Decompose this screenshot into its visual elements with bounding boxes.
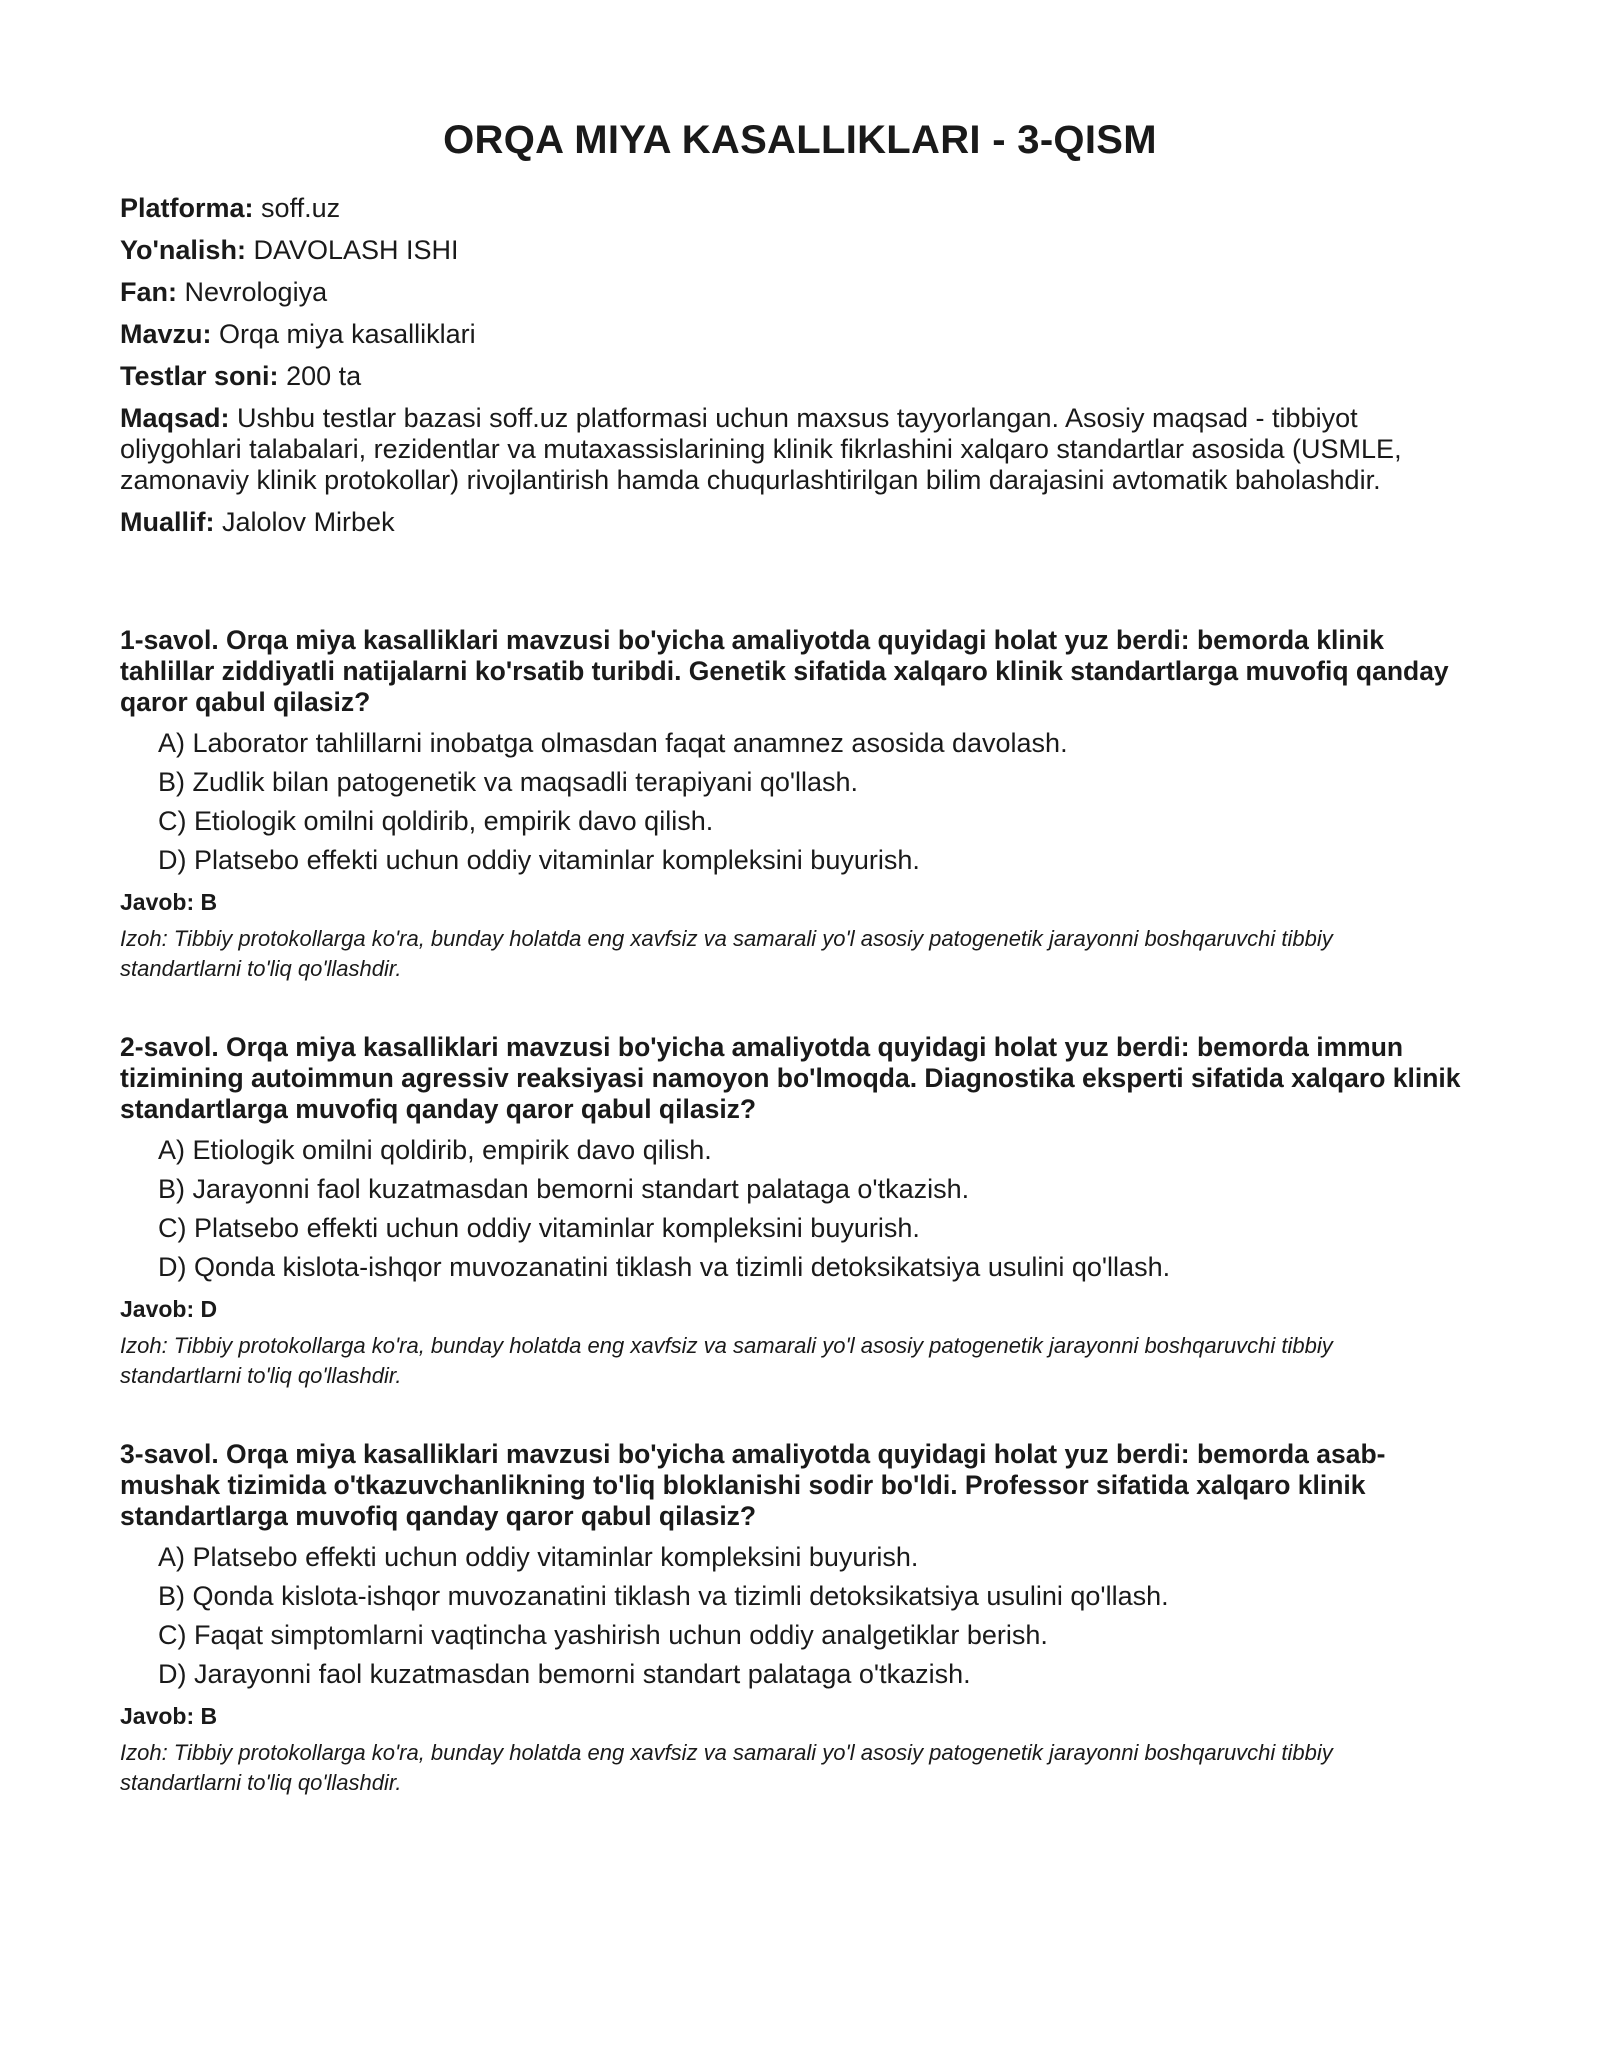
metadata-block [120, 193, 1480, 538]
meta-key: Yo'nalish: [120, 235, 246, 265]
meta-value: DAVOLASH ISHI [253, 235, 459, 265]
option-b: B) Qonda kislota-ishqor muvozanatini tiklash va tizimli detoksikatsiya usulini qo'llash. [158, 1581, 1169, 1611]
options-list [120, 1542, 1480, 1690]
option-c: C) Platsebo effekti uchun oddiy vitaminlar kompleksini buyurish. [158, 1213, 920, 1243]
meta-value: 200 ta [286, 361, 362, 391]
option-d: D) Jarayonni faol kuzatmasdan bemorni standart palataga o'tkazish. [158, 1659, 971, 1689]
question-3 [120, 1439, 1480, 1798]
answer [120, 1702, 1480, 1730]
option-d: D) Qonda kislota-ishqor muvozanatini tiklash va tizimli detoksikatsiya usulini qo'llash. [158, 1252, 1171, 1282]
question-text: 3-savol. Orqa miya kasalliklari mavzusi bo'yicha amaliyotda quyidagi holat yuz berdi: bemorda asab-mushak tizimida o'tkazuvchanlikning to'liq bloklanishi sodir bo'ldi. Professor sifatida xalqaro klinik standartlarga muvofiq qanday qaror qabul qilasiz? [120, 1439, 1386, 1531]
answer-value: D [200, 1296, 218, 1322]
option-a: A) Laborator tahlillarni inobatga olmasdan faqat anamnez asosida davolash. [158, 728, 1068, 758]
option-b: B) Zudlik bilan patogenetik va maqsadli terapiyani qo'llash. [158, 767, 859, 797]
meta-muallif [120, 507, 1480, 538]
explanation: Izoh: Tibbiy protokollarga ko'ra, bunday holatda eng xavfsiz va samarali yo'l asosiy patogenetik jarayonni boshqaruvchi tibbiy standartlarni to'liq qo'llashdir. [120, 1333, 1333, 1388]
meta-value: Ushbu testlar bazasi soff.uz platformasi uchun maxsus tayyorlangan. Asosiy maqsad - tibbiyot oliygohlari talabalari, rezidentlar va mutaxassislarining klinik fikrlashini xalqaro standartlar asosida (USMLE, zamonaviy klinik protokollar) rivojlantirish hamda chuqurlashtirilgan bilim darajasini avtomatik baholashdir. [120, 403, 1402, 495]
answer-label: Javob: [120, 889, 195, 915]
meta-key: Fan: [120, 277, 177, 307]
option-b: B) Jarayonni faol kuzatmasdan bemorni standart palataga o'tkazish. [158, 1174, 970, 1204]
question-text: 2-savol. Orqa miya kasalliklari mavzusi bo'yicha amaliyotda quyidagi holat yuz berdi: bemorda immun tizimining autoimmun agressiv reaksiyasi namoyon bo'lmoqda. Diagnostika eksperti sifatida xalqaro klinik standartlarga muvofiq qanday qaror qabul qilasiz? [120, 1032, 1461, 1124]
meta-mavzu [120, 319, 1480, 350]
options-list [120, 728, 1480, 876]
option-a: A) Platsebo effekti uchun oddiy vitaminlar kompleksini buyurish. [158, 1542, 919, 1572]
option-c: C) Etiologik omilni qoldirib, empirik davo qilish. [158, 806, 714, 836]
answer [120, 888, 1480, 916]
meta-key: Platforma: [120, 193, 254, 223]
question-2 [120, 1032, 1480, 1391]
answer-value: B [200, 889, 218, 915]
answer-value: B [200, 1703, 218, 1729]
question-text: 1-savol. Orqa miya kasalliklari mavzusi bo'yicha amaliyotda quyidagi holat yuz berdi: bemorda klinik tahlillar ziddiyatli natijalarni ko'rsatib turibdi. Genetik sifatida xalqaro klinik standartlarga muvofiq qanday qaror qabul qilasiz? [120, 625, 1449, 717]
meta-testlar-soni [120, 361, 1480, 392]
meta-value: Jalolov Mirbek [222, 507, 395, 537]
section-spacer [120, 549, 1480, 625]
meta-fan [120, 277, 1480, 308]
meta-maqsad [120, 403, 1480, 496]
explanation: Izoh: Tibbiy protokollarga ko'ra, bunday holatda eng xavfsiz va samarali yo'l asosiy patogenetik jarayonni boshqaruvchi tibbiy standartlarni to'liq qo'llashdir. [120, 1740, 1333, 1795]
meta-platforma [120, 193, 1480, 224]
meta-value: Nevrologiya [184, 277, 328, 307]
question-1 [120, 625, 1480, 984]
meta-yonalish [120, 235, 1480, 266]
document-title: ORQA MIYA KASALLIKLARI - 3-QISM [443, 118, 1157, 162]
meta-value: soff.uz [261, 193, 341, 223]
meta-key: Maqsad: [120, 403, 230, 433]
answer-label: Javob: [120, 1703, 195, 1729]
answer [120, 1295, 1480, 1323]
option-a: A) Etiologik omilni qoldirib, empirik davo qilish. [158, 1135, 712, 1165]
option-d: D) Platsebo effekti uchun oddiy vitaminlar kompleksini buyurish. [158, 845, 920, 875]
options-list [120, 1135, 1480, 1283]
explanation: Izoh: Tibbiy protokollarga ko'ra, bunday holatda eng xavfsiz va samarali yo'l asosiy patogenetik jarayonni boshqaruvchi tibbiy standartlarni to'liq qo'llashdir. [120, 926, 1333, 981]
option-c: C) Faqat simptomlarni vaqtincha yashirish uchun oddiy analgetiklar berish. [158, 1620, 1048, 1650]
meta-value: Orqa miya kasalliklari [219, 319, 476, 349]
meta-key: Mavzu: [120, 319, 212, 349]
answer-label: Javob: [120, 1296, 195, 1322]
meta-key: Muallif: [120, 507, 215, 537]
meta-key: Testlar soni: [120, 361, 279, 391]
